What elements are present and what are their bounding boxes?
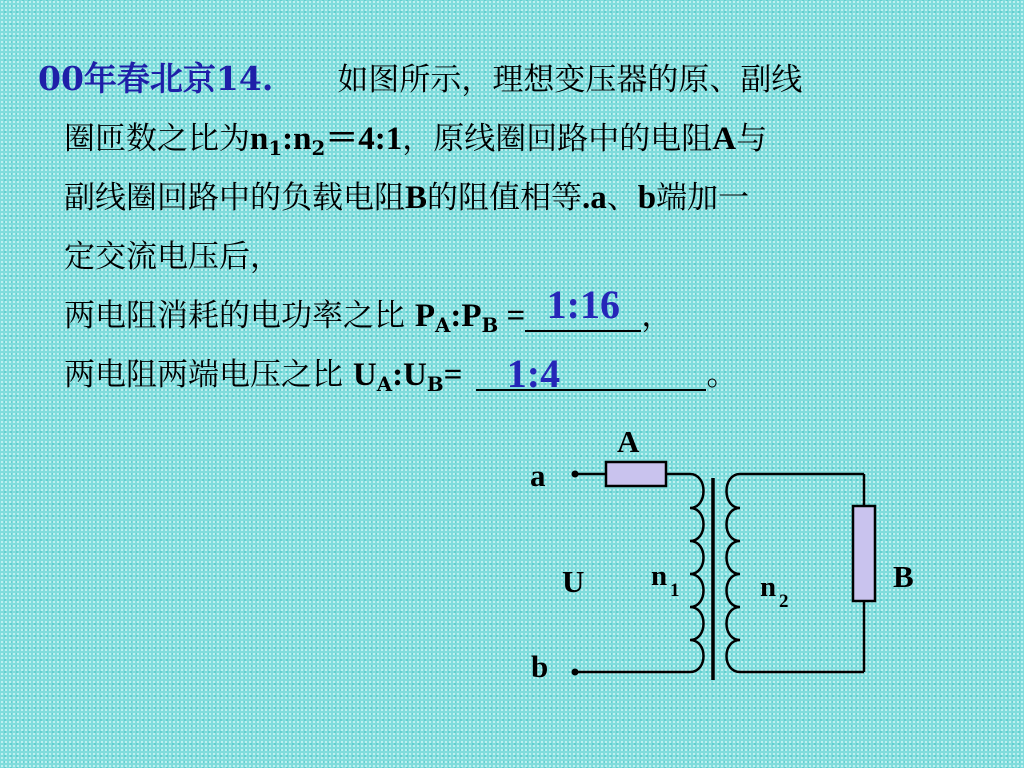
q1-text: 两电阻消耗的电功率之比 [64,298,415,334]
label-n1-sub: 1 [670,580,680,601]
q1-eq: = [498,298,526,334]
q2-u: U [352,357,377,393]
q2-sub-a: A [376,372,393,396]
primary-coil [690,474,704,672]
line2-n1: n [250,121,269,157]
resistor-b [853,506,875,601]
resistor-a [606,462,666,486]
label-n2: n [760,571,777,603]
line2-text-a: 圈匝数之比为 [64,121,250,157]
label-n1: n [651,560,668,592]
problem-line-1-text: 如图所示，理想变压器的原、副线 [337,62,803,98]
label-resistor-a: A [617,424,640,459]
label-resistor-b: B [893,559,914,594]
q2-text: 两电阻两端电压之比 [64,357,353,393]
q2-sub-b: B [426,372,444,396]
line3-text-a: 副线圈回路中的负载电阻 [64,180,405,216]
line3-text-e: 、 [606,180,638,216]
q1-sub-a: A [435,313,451,337]
q2-eq: = [443,357,463,393]
label-n2-sub: 2 [779,591,789,612]
label-terminal-b: b [531,649,549,684]
line3-terminal-b: b [637,180,657,216]
q1-p: P [414,298,436,334]
line3-text-c: 的阻值相等 [427,180,583,216]
q2-end: 。 [706,357,738,393]
label-voltage-u: U [562,564,585,599]
problem-id: 00年春北京14. [38,59,274,98]
line4-text: 定交流电压后， [64,239,281,275]
line3-text-g: 端加一 [656,180,750,216]
line2-n2: :n [282,121,312,157]
line2-n2-sub: 2 [311,136,326,160]
label-terminal-a: a [530,458,546,493]
q1-end: ， [641,298,673,334]
line2-n1-sub: 1 [268,136,283,160]
line2-text-e: 与 [736,121,768,157]
q2-ub: :U [392,357,427,393]
line2-text-c: ，原线圈回路中的电阻 [402,121,713,157]
line2-ratio: ＝4:1 [325,121,403,157]
q1-sub-b: B [481,313,499,337]
line3-resistor-b: B [405,180,428,216]
secondary-coil [727,474,741,672]
line2-resistor-a: A [712,121,737,157]
q1-answer: 1:16 [546,282,620,327]
q1-pb: :P [450,298,482,334]
q2-answer: 1:4 [506,351,561,396]
line3-terminal-a: .a [582,180,607,216]
